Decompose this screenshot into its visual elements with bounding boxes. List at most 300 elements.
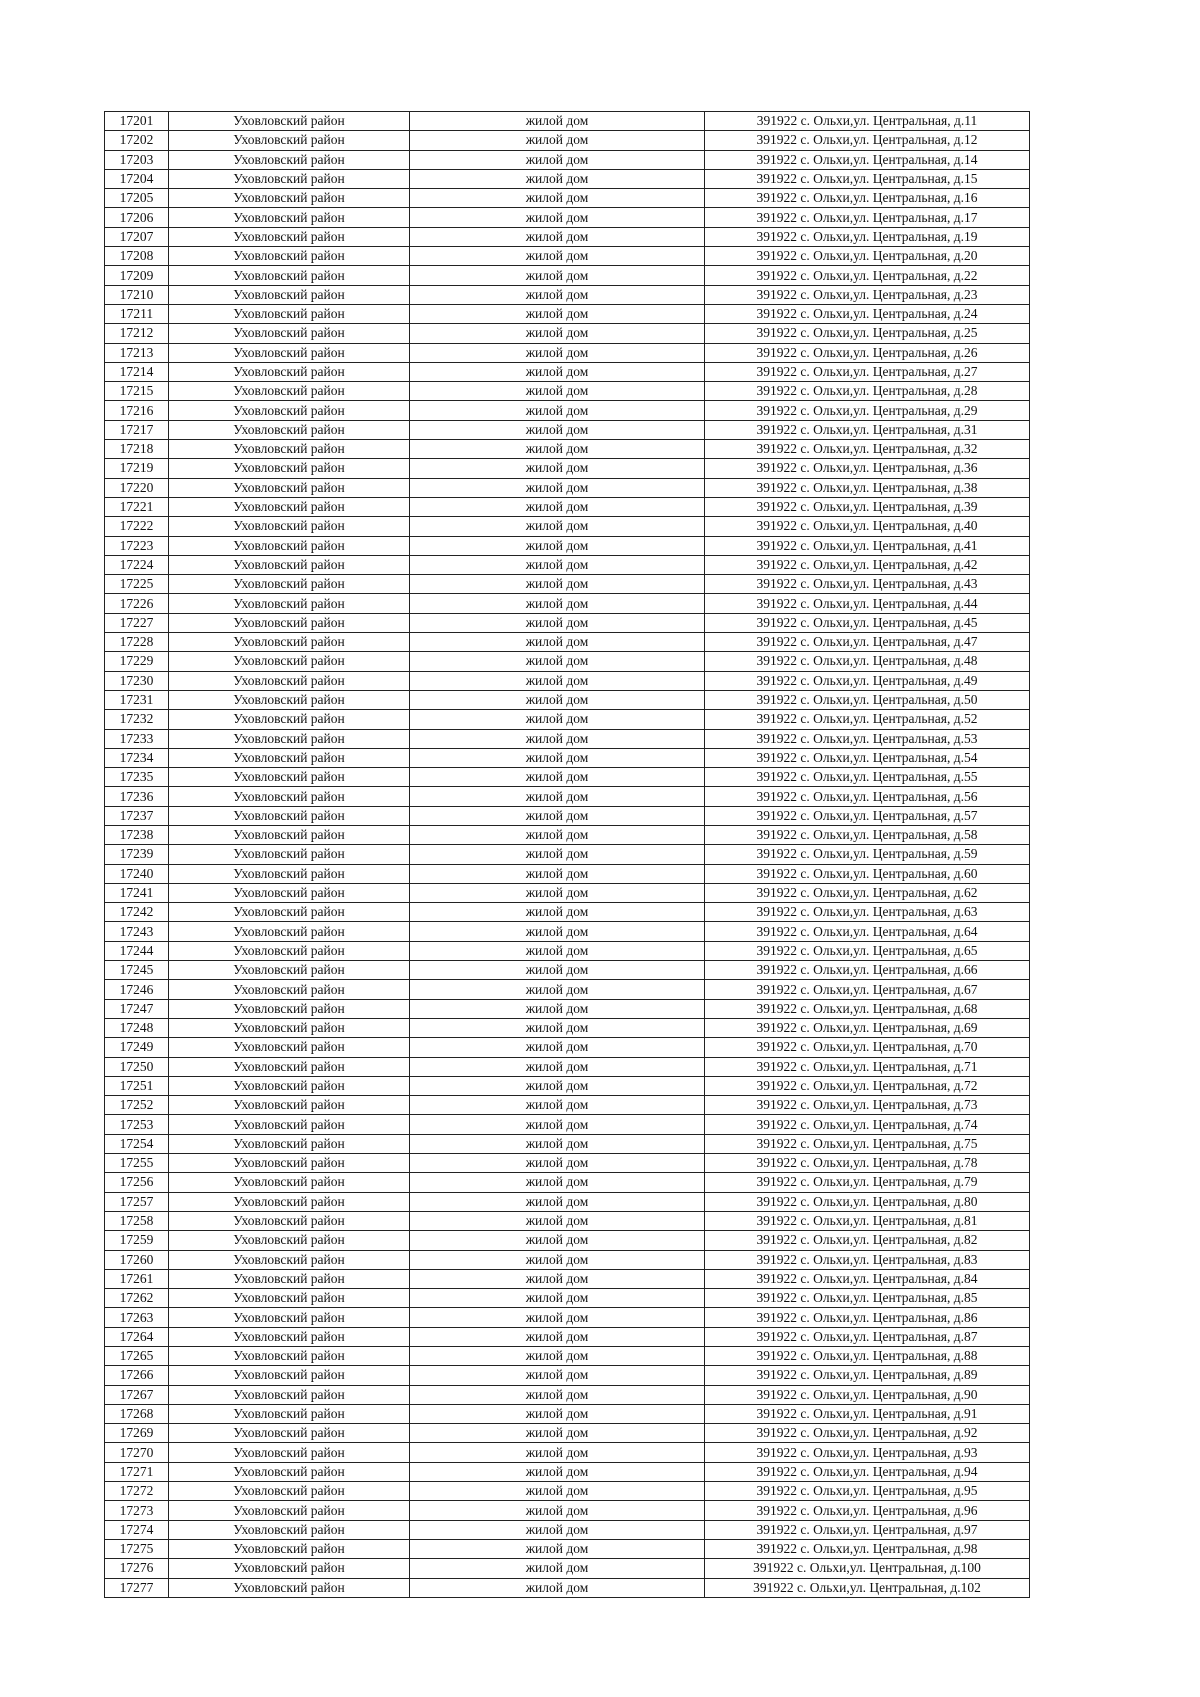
cell-address: 391922 с. Ольхи,ул. Центральная, д.28 — [705, 382, 1030, 401]
cell-district: Уховловский район — [169, 1154, 410, 1173]
table-row — [105, 1211, 1030, 1230]
cell-district: Уховловский район — [169, 1134, 410, 1153]
table-row — [105, 1308, 1030, 1327]
cell-address: 391922 с. Ольхи,ул. Центральная, д.48 — [705, 652, 1030, 671]
table-row — [105, 1115, 1030, 1134]
table-row — [105, 1539, 1030, 1558]
cell-address: 391922 с. Ольхи,ул. Центральная, д.22 — [705, 266, 1030, 285]
cell-district: Уховловский район — [169, 1424, 410, 1443]
cell-object-type: жилой дом — [410, 1327, 705, 1346]
cell-number: 17270 — [105, 1443, 169, 1462]
cell-object-type: жилой дом — [410, 613, 705, 632]
table-row — [105, 1250, 1030, 1269]
cell-number: 17215 — [105, 382, 169, 401]
cell-object-type: жилой дом — [410, 1501, 705, 1520]
cell-number: 17240 — [105, 864, 169, 883]
cell-address: 391922 с. Ольхи,ул. Центральная, д.63 — [705, 903, 1030, 922]
table-row — [105, 806, 1030, 825]
cell-object-type: жилой дом — [410, 575, 705, 594]
cell-address: 391922 с. Ольхи,ул. Центральная, д.87 — [705, 1327, 1030, 1346]
table-row — [105, 362, 1030, 381]
cell-address: 391922 с. Ольхи,ул. Центральная, д.98 — [705, 1539, 1030, 1558]
cell-address: 391922 с. Ольхи,ул. Центральная, д.17 — [705, 208, 1030, 227]
cell-number: 17246 — [105, 980, 169, 999]
cell-address: 391922 с. Ольхи,ул. Центральная, д.45 — [705, 613, 1030, 632]
cell-address: 391922 с. Ольхи,ул. Центральная, д.90 — [705, 1385, 1030, 1404]
cell-district: Уховловский район — [169, 208, 410, 227]
cell-district: Уховловский район — [169, 845, 410, 864]
cell-object-type: жилой дом — [410, 1096, 705, 1115]
cell-district: Уховловский район — [169, 613, 410, 632]
cell-district: Уховловский район — [169, 1559, 410, 1578]
cell-district: Уховловский район — [169, 787, 410, 806]
cell-address: 391922 с. Ольхи,ул. Центральная, д.31 — [705, 420, 1030, 439]
cell-number: 17203 — [105, 150, 169, 169]
cell-address: 391922 с. Ольхи,ул. Центральная, д.55 — [705, 768, 1030, 787]
cell-district: Уховловский район — [169, 1096, 410, 1115]
cell-district: Уховловский район — [169, 517, 410, 536]
cell-address: 391922 с. Ольхи,ул. Центральная, д.66 — [705, 961, 1030, 980]
cell-number: 17227 — [105, 613, 169, 632]
cell-address: 391922 с. Ольхи,ул. Центральная, д.42 — [705, 555, 1030, 574]
cell-number: 17251 — [105, 1076, 169, 1095]
cell-district: Уховловский район — [169, 362, 410, 381]
cell-object-type: жилой дом — [410, 1289, 705, 1308]
cell-district: Уховловский район — [169, 999, 410, 1018]
cell-object-type: жилой дом — [410, 903, 705, 922]
cell-object-type: жилой дом — [410, 1404, 705, 1423]
cell-address: 391922 с. Ольхи,ул. Центральная, д.27 — [705, 362, 1030, 381]
cell-object-type: жилой дом — [410, 864, 705, 883]
cell-district: Уховловский район — [169, 227, 410, 246]
cell-object-type: жилой дом — [410, 208, 705, 227]
table-row — [105, 748, 1030, 767]
cell-district: Уховловский район — [169, 1578, 410, 1597]
cell-number: 17225 — [105, 575, 169, 594]
table-row — [105, 1192, 1030, 1211]
cell-address: 391922 с. Ольхи,ул. Центральная, д.94 — [705, 1462, 1030, 1481]
cell-district: Уховловский район — [169, 1482, 410, 1501]
cell-number: 17239 — [105, 845, 169, 864]
cell-object-type: жилой дом — [410, 1250, 705, 1269]
cell-object-type: жилой дом — [410, 227, 705, 246]
cell-address: 391922 с. Ольхи,ул. Центральная, д.52 — [705, 710, 1030, 729]
cell-district: Уховловский район — [169, 1520, 410, 1539]
cell-object-type: жилой дом — [410, 150, 705, 169]
cell-number: 17241 — [105, 883, 169, 902]
cell-district: Уховловский район — [169, 671, 410, 690]
cell-address: 391922 с. Ольхи,ул. Центральная, д.67 — [705, 980, 1030, 999]
cell-object-type: жилой дом — [410, 1192, 705, 1211]
cell-object-type: жилой дом — [410, 652, 705, 671]
cell-district: Уховловский район — [169, 1018, 410, 1037]
cell-object-type: жилой дом — [410, 787, 705, 806]
cell-object-type: жилой дом — [410, 1443, 705, 1462]
cell-object-type: жилой дом — [410, 285, 705, 304]
cell-number: 17277 — [105, 1578, 169, 1597]
cell-object-type: жилой дом — [410, 169, 705, 188]
cell-district: Уховловский район — [169, 922, 410, 941]
cell-district: Уховловский район — [169, 768, 410, 787]
cell-number: 17264 — [105, 1327, 169, 1346]
cell-number: 17234 — [105, 748, 169, 767]
cell-object-type: жилой дом — [410, 1038, 705, 1057]
cell-object-type: жилой дом — [410, 1424, 705, 1443]
cell-number: 17228 — [105, 633, 169, 652]
table-row — [105, 768, 1030, 787]
cell-number: 17242 — [105, 903, 169, 922]
table-row — [105, 401, 1030, 420]
table-row — [105, 1482, 1030, 1501]
cell-address: 391922 с. Ольхи,ул. Центральная, д.39 — [705, 497, 1030, 516]
table-row — [105, 1578, 1030, 1597]
cell-object-type: жилой дом — [410, 806, 705, 825]
cell-district: Уховловский район — [169, 652, 410, 671]
cell-address: 391922 с. Ольхи,ул. Центральная, д.80 — [705, 1192, 1030, 1211]
table-row — [105, 845, 1030, 864]
table-row — [105, 285, 1030, 304]
cell-district: Уховловский район — [169, 112, 410, 131]
cell-district: Уховловский район — [169, 1308, 410, 1327]
table-row — [105, 382, 1030, 401]
cell-number: 17262 — [105, 1289, 169, 1308]
cell-district: Уховловский район — [169, 150, 410, 169]
cell-number: 17214 — [105, 362, 169, 381]
cell-object-type: жилой дом — [410, 536, 705, 555]
table-row — [105, 1520, 1030, 1539]
table-row — [105, 1018, 1030, 1037]
cell-object-type: жилой дом — [410, 1211, 705, 1230]
cell-address: 391922 с. Ольхи,ул. Центральная, д.78 — [705, 1154, 1030, 1173]
cell-number: 17263 — [105, 1308, 169, 1327]
cell-address: 391922 с. Ольхи,ул. Центральная, д.23 — [705, 285, 1030, 304]
cell-object-type: жилой дом — [410, 362, 705, 381]
cell-number: 17223 — [105, 536, 169, 555]
cell-district: Уховловский район — [169, 285, 410, 304]
cell-district: Уховловский район — [169, 1327, 410, 1346]
cell-object-type: жилой дом — [410, 1018, 705, 1037]
cell-object-type: жилой дом — [410, 112, 705, 131]
cell-number: 17230 — [105, 671, 169, 690]
cell-district: Уховловский район — [169, 1250, 410, 1269]
cell-number: 17221 — [105, 497, 169, 516]
cell-object-type: жилой дом — [410, 1578, 705, 1597]
table-row — [105, 1154, 1030, 1173]
cell-object-type: жилой дом — [410, 247, 705, 266]
cell-object-type: жилой дом — [410, 1134, 705, 1153]
cell-address: 391922 с. Ольхи,ул. Центральная, д.15 — [705, 169, 1030, 188]
cell-number: 17250 — [105, 1057, 169, 1076]
cell-address: 391922 с. Ольхи,ул. Центральная, д.83 — [705, 1250, 1030, 1269]
table-row — [105, 536, 1030, 555]
cell-object-type: жилой дом — [410, 459, 705, 478]
cell-object-type: жилой дом — [410, 1173, 705, 1192]
cell-address: 391922 с. Ольхи,ул. Центральная, д.24 — [705, 304, 1030, 323]
cell-district: Уховловский район — [169, 1057, 410, 1076]
cell-number: 17216 — [105, 401, 169, 420]
cell-object-type: жилой дом — [410, 266, 705, 285]
table-row — [105, 1173, 1030, 1192]
cell-object-type: жилой дом — [410, 1520, 705, 1539]
cell-district: Уховловский район — [169, 748, 410, 767]
cell-address: 391922 с. Ольхи,ул. Центральная, д.92 — [705, 1424, 1030, 1443]
cell-district: Уховловский район — [169, 961, 410, 980]
cell-object-type: жилой дом — [410, 768, 705, 787]
cell-address: 391922 с. Ольхи,ул. Центральная, д.26 — [705, 343, 1030, 362]
cell-number: 17237 — [105, 806, 169, 825]
cell-number: 17220 — [105, 478, 169, 497]
cell-address: 391922 с. Ольхи,ул. Центральная, д.93 — [705, 1443, 1030, 1462]
cell-number: 17211 — [105, 304, 169, 323]
table-row — [105, 883, 1030, 902]
cell-object-type: жилой дом — [410, 594, 705, 613]
cell-address: 391922 с. Ольхи,ул. Центральная, д.12 — [705, 131, 1030, 150]
cell-object-type: жилой дом — [410, 1269, 705, 1288]
cell-district: Уховловский район — [169, 1462, 410, 1481]
table-row — [105, 112, 1030, 131]
table-row — [105, 247, 1030, 266]
cell-district: Уховловский район — [169, 420, 410, 439]
cell-address: 391922 с. Ольхи,ул. Центральная, д.59 — [705, 845, 1030, 864]
cell-district: Уховловский район — [169, 1038, 410, 1057]
table-row — [105, 169, 1030, 188]
table-row — [105, 690, 1030, 709]
cell-address: 391922 с. Ольхи,ул. Центральная, д.88 — [705, 1347, 1030, 1366]
table-row — [105, 1231, 1030, 1250]
cell-object-type: жилой дом — [410, 1482, 705, 1501]
cell-number: 17260 — [105, 1250, 169, 1269]
cell-district: Уховловский район — [169, 169, 410, 188]
cell-district: Уховловский район — [169, 478, 410, 497]
cell-number: 17231 — [105, 690, 169, 709]
cell-address: 391922 с. Ольхи,ул. Центральная, д.72 — [705, 1076, 1030, 1095]
cell-district: Уховловский район — [169, 903, 410, 922]
cell-district: Уховловский район — [169, 131, 410, 150]
registry-table — [104, 111, 1030, 1598]
cell-number: 17212 — [105, 324, 169, 343]
cell-district: Уховловский район — [169, 1211, 410, 1230]
cell-object-type: жилой дом — [410, 1231, 705, 1250]
cell-district: Уховловский район — [169, 806, 410, 825]
cell-district: Уховловский район — [169, 459, 410, 478]
cell-address: 391922 с. Ольхи,ул. Центральная, д.20 — [705, 247, 1030, 266]
cell-district: Уховловский район — [169, 1501, 410, 1520]
cell-number: 17222 — [105, 517, 169, 536]
cell-address: 391922 с. Ольхи,ул. Центральная, д.56 — [705, 787, 1030, 806]
cell-district: Уховловский район — [169, 555, 410, 574]
cell-number: 17238 — [105, 825, 169, 844]
cell-address: 391922 с. Ольхи,ул. Центральная, д.70 — [705, 1038, 1030, 1057]
cell-district: Уховловский район — [169, 594, 410, 613]
cell-address: 391922 с. Ольхи,ул. Центральная, д.57 — [705, 806, 1030, 825]
cell-district: Уховловский район — [169, 883, 410, 902]
cell-number: 17244 — [105, 941, 169, 960]
table-row — [105, 1404, 1030, 1423]
table-row — [105, 1462, 1030, 1481]
cell-object-type: жилой дом — [410, 555, 705, 574]
table-row — [105, 150, 1030, 169]
cell-object-type: жилой дом — [410, 883, 705, 902]
cell-number: 17265 — [105, 1347, 169, 1366]
table-row — [105, 208, 1030, 227]
cell-district: Уховловский район — [169, 343, 410, 362]
cell-number: 17275 — [105, 1539, 169, 1558]
table-row — [105, 1269, 1030, 1288]
cell-address: 391922 с. Ольхи,ул. Центральная, д.89 — [705, 1366, 1030, 1385]
table-row — [105, 1501, 1030, 1520]
cell-address: 391922 с. Ольхи,ул. Центральная, д.32 — [705, 440, 1030, 459]
cell-district: Уховловский район — [169, 729, 410, 748]
cell-address: 391922 с. Ольхи,ул. Центральная, д.68 — [705, 999, 1030, 1018]
cell-address: 391922 с. Ольхи,ул. Центральная, д.64 — [705, 922, 1030, 941]
cell-object-type: жилой дом — [410, 671, 705, 690]
cell-object-type: жилой дом — [410, 189, 705, 208]
cell-number: 17252 — [105, 1096, 169, 1115]
cell-object-type: жилой дом — [410, 1154, 705, 1173]
cell-district: Уховловский район — [169, 382, 410, 401]
cell-address: 391922 с. Ольхи,ул. Центральная, д.82 — [705, 1231, 1030, 1250]
table-row — [105, 922, 1030, 941]
cell-address: 391922 с. Ольхи,ул. Центральная, д.36 — [705, 459, 1030, 478]
cell-address: 391922 с. Ольхи,ул. Центральная, д.49 — [705, 671, 1030, 690]
cell-number: 17274 — [105, 1520, 169, 1539]
cell-address: 391922 с. Ольхи,ул. Центральная, д.62 — [705, 883, 1030, 902]
cell-address: 391922 с. Ольхи,ул. Центральная, д.41 — [705, 536, 1030, 555]
cell-address: 391922 с. Ольхи,ул. Центральная, д.19 — [705, 227, 1030, 246]
cell-object-type: жилой дом — [410, 1057, 705, 1076]
table-row — [105, 594, 1030, 613]
cell-number: 17233 — [105, 729, 169, 748]
cell-address: 391922 с. Ольхи,ул. Центральная, д.44 — [705, 594, 1030, 613]
cell-address: 391922 с. Ольхи,ул. Центральная, д.60 — [705, 864, 1030, 883]
cell-address: 391922 с. Ольхи,ул. Центральная, д.79 — [705, 1173, 1030, 1192]
cell-number: 17219 — [105, 459, 169, 478]
table-row — [105, 787, 1030, 806]
cell-address: 391922 с. Ольхи,ул. Центральная, д.71 — [705, 1057, 1030, 1076]
cell-number: 17204 — [105, 169, 169, 188]
table-row — [105, 1559, 1030, 1578]
cell-district: Уховловский район — [169, 1173, 410, 1192]
cell-number: 17272 — [105, 1482, 169, 1501]
table-row — [105, 729, 1030, 748]
cell-address: 391922 с. Ольхи,ул. Центральная, д.38 — [705, 478, 1030, 497]
cell-district: Уховловский район — [169, 1366, 410, 1385]
cell-number: 17206 — [105, 208, 169, 227]
cell-number: 17256 — [105, 1173, 169, 1192]
table-row — [105, 1443, 1030, 1462]
cell-object-type: жилой дом — [410, 710, 705, 729]
cell-number: 17224 — [105, 555, 169, 574]
cell-district: Уховловский район — [169, 1115, 410, 1134]
cell-number: 17236 — [105, 787, 169, 806]
table-row — [105, 1327, 1030, 1346]
cell-number: 17254 — [105, 1134, 169, 1153]
cell-address: 391922 с. Ольхи,ул. Центральная, д.69 — [705, 1018, 1030, 1037]
table-row — [105, 555, 1030, 574]
cell-district: Уховловский район — [169, 1404, 410, 1423]
cell-number: 17217 — [105, 420, 169, 439]
cell-number: 17257 — [105, 1192, 169, 1211]
cell-district: Уховловский район — [169, 1347, 410, 1366]
cell-object-type: жилой дом — [410, 941, 705, 960]
cell-district: Уховловский район — [169, 1192, 410, 1211]
table-body — [105, 112, 1030, 1598]
cell-object-type: жилой дом — [410, 324, 705, 343]
cell-object-type: жилой дом — [410, 690, 705, 709]
cell-object-type: жилой дом — [410, 633, 705, 652]
table-row — [105, 517, 1030, 536]
cell-object-type: жилой дом — [410, 304, 705, 323]
cell-address: 391922 с. Ольхи,ул. Центральная, д.75 — [705, 1134, 1030, 1153]
cell-object-type: жилой дом — [410, 1347, 705, 1366]
table-row — [105, 478, 1030, 497]
cell-object-type: жилой дом — [410, 401, 705, 420]
table-row — [105, 710, 1030, 729]
cell-number: 17247 — [105, 999, 169, 1018]
table-row — [105, 131, 1030, 150]
cell-address: 391922 с. Ольхи,ул. Центральная, д.100 — [705, 1559, 1030, 1578]
cell-number: 17258 — [105, 1211, 169, 1230]
cell-address: 391922 с. Ольхи,ул. Центральная, д.16 — [705, 189, 1030, 208]
table-row — [105, 1057, 1030, 1076]
cell-district: Уховловский район — [169, 1385, 410, 1404]
cell-address: 391922 с. Ольхи,ул. Центральная, д.47 — [705, 633, 1030, 652]
cell-number: 17232 — [105, 710, 169, 729]
cell-district: Уховловский район — [169, 941, 410, 960]
cell-district: Уховловский район — [169, 633, 410, 652]
table-row — [105, 903, 1030, 922]
cell-object-type: жилой дом — [410, 922, 705, 941]
cell-number: 17269 — [105, 1424, 169, 1443]
cell-object-type: жилой дом — [410, 1559, 705, 1578]
cell-address: 391922 с. Ольхи,ул. Центральная, д.50 — [705, 690, 1030, 709]
table-row — [105, 227, 1030, 246]
cell-address: 391922 с. Ольхи,ул. Центральная, д.102 — [705, 1578, 1030, 1597]
cell-number: 17205 — [105, 189, 169, 208]
cell-number: 17209 — [105, 266, 169, 285]
cell-number: 17273 — [105, 1501, 169, 1520]
cell-address: 391922 с. Ольхи,ул. Центральная, д.81 — [705, 1211, 1030, 1230]
table-row — [105, 1347, 1030, 1366]
table-row — [105, 671, 1030, 690]
cell-district: Уховловский район — [169, 189, 410, 208]
cell-number: 17259 — [105, 1231, 169, 1250]
cell-number: 17266 — [105, 1366, 169, 1385]
cell-object-type: жилой дом — [410, 961, 705, 980]
table-row — [105, 941, 1030, 960]
cell-object-type: жилой дом — [410, 1539, 705, 1558]
cell-address: 391922 с. Ольхи,ул. Центральная, д.91 — [705, 1404, 1030, 1423]
cell-district: Уховловский район — [169, 247, 410, 266]
cell-address: 391922 с. Ольхи,ул. Центральная, д.54 — [705, 748, 1030, 767]
cell-object-type: жилой дом — [410, 382, 705, 401]
cell-number: 17229 — [105, 652, 169, 671]
cell-number: 17201 — [105, 112, 169, 131]
cell-object-type: жилой дом — [410, 1076, 705, 1095]
cell-district: Уховловский район — [169, 440, 410, 459]
cell-district: Уховловский район — [169, 1231, 410, 1250]
cell-object-type: жилой дом — [410, 420, 705, 439]
cell-address: 391922 с. Ольхи,ул. Центральная, д.97 — [705, 1520, 1030, 1539]
cell-address: 391922 с. Ольхи,ул. Центральная, д.95 — [705, 1482, 1030, 1501]
cell-address: 391922 с. Ольхи,ул. Центральная, д.84 — [705, 1269, 1030, 1288]
cell-object-type: жилой дом — [410, 1366, 705, 1385]
cell-number: 17271 — [105, 1462, 169, 1481]
cell-address: 391922 с. Ольхи,ул. Центральная, д.29 — [705, 401, 1030, 420]
cell-object-type: жилой дом — [410, 131, 705, 150]
cell-object-type: жилой дом — [410, 1308, 705, 1327]
table-row — [105, 633, 1030, 652]
